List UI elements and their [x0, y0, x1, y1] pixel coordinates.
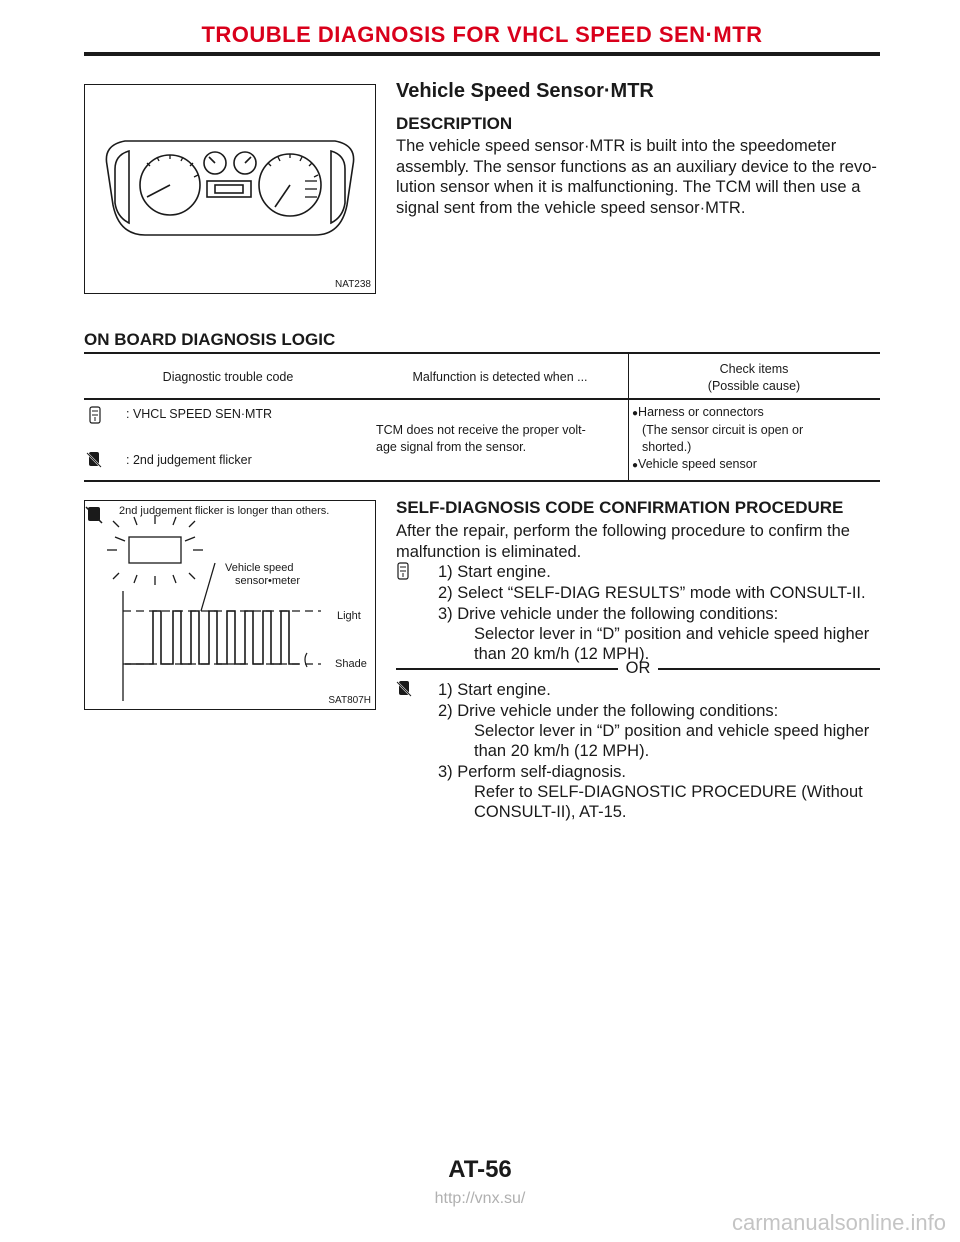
check-item-harness: ●Harness or connectors: [632, 405, 764, 419]
consult-icon: [396, 562, 410, 580]
malfunction-line: age signal from the sensor.: [376, 440, 527, 454]
step-b1: 1) Start engine.: [438, 681, 551, 699]
col-header-cause: (Possible cause): [707, 379, 801, 393]
procedure-heading: SELF-DIAGNOSIS CODE CONFIRMATION PROCEDURE: [396, 498, 844, 517]
obd-heading: ON BOARD DIAGNOSIS LOGIC: [84, 330, 336, 349]
page-number: AT-56: [448, 1156, 512, 1183]
header-rule: [84, 52, 880, 56]
figure-code-sat807h: SAT807H: [328, 695, 371, 706]
label-light: Light: [337, 610, 361, 622]
col-header-check: Check items: [719, 362, 789, 376]
step-b3-detail: Refer to SELF-DIAGNOSTIC PROCEDURE (Without: [474, 783, 863, 801]
step-b2: 2) Drive vehicle under the following conditions:: [438, 702, 779, 720]
malfunction-text: [376, 422, 624, 456]
figure-code-nat238: NAT238: [335, 279, 371, 290]
intro-line: After the repair, perform the following procedure to confirm the: [396, 522, 850, 540]
or-divider-right: [658, 668, 880, 670]
malfunction-line: TCM does not receive the proper volt-: [376, 423, 586, 437]
description-line: The vehicle speed sensor·MTR is built into the speedometer: [396, 137, 837, 155]
intro-line: malfunction is eliminated.: [396, 542, 582, 561]
dtc-consult: : VHCL SPEED SEN·MTR: [126, 407, 273, 421]
check-items: [632, 404, 878, 474]
footer-link[interactable]: http://vnx.su/: [434, 1190, 526, 1207]
col-header-code: Diagnostic trouble code: [162, 370, 294, 384]
check-item-note: (The sensor circuit is open or: [642, 423, 804, 437]
table-top-rule: [84, 352, 880, 354]
procedure-intro: [396, 521, 880, 562]
or-label: OR: [625, 659, 651, 677]
step-a2: 2) Select “SELF-DIAG RESULTS” mode with CONSULT-II.: [438, 584, 866, 602]
dtc-flicker: : 2nd judgement flicker: [126, 453, 252, 467]
bullet: ●: [632, 460, 639, 471]
step-a3-detail: Selector lever in “D” position and vehicle speed higher: [474, 625, 870, 643]
flicker-caption: 2nd judgement flicker is longer than others.: [119, 505, 330, 517]
label-sensor-meter: sensor•meter: [235, 575, 300, 587]
no-tools-icon: [396, 679, 412, 697]
col-header-malfunction: Malfunction is detected when ...: [412, 370, 588, 384]
description-heading: DESCRIPTION: [396, 114, 513, 133]
description-text: [396, 136, 880, 218]
label-shade: Shade: [335, 658, 367, 670]
table-header-rule: [84, 398, 880, 400]
watermark: carmanualsonline.info: [731, 1210, 946, 1235]
flicker-diagram: [85, 501, 375, 709]
section-title: Vehicle Speed Sensor·MTR: [396, 80, 654, 102]
table-col-divider: [628, 352, 629, 480]
bullet: ●: [632, 408, 639, 419]
speedometer-illustration: [85, 85, 375, 293]
description-line: lution sensor when it is malfunctioning. The TCM will then use a: [396, 178, 861, 196]
page-header-title: TROUBLE DIAGNOSIS FOR VHCL SPEED SEN·MTR: [201, 22, 763, 47]
label-vehicle-speed: Vehicle speed: [225, 562, 294, 574]
or-divider-left: [396, 668, 618, 670]
step-b3-detail: CONSULT-II), AT-15.: [474, 803, 627, 821]
no-tools-icon: [86, 450, 102, 468]
step-b3: 3) Perform self-diagnosis.: [438, 763, 626, 781]
description-line: assembly. The sensor functions as an auxiliary device to the revo-: [396, 157, 877, 176]
step-a1: 1) Start engine.: [438, 563, 551, 581]
check-item-sensor: ●Vehicle speed sensor: [632, 457, 757, 471]
step-b2-detail: Selector lever in “D” position and vehicle speed higher: [474, 722, 870, 740]
description-line: signal sent from the vehicle speed sensor·MTR.: [396, 198, 746, 217]
check-item-note: shorted.): [642, 440, 692, 454]
step-a3: 3) Drive vehicle under the following conditions:: [438, 605, 779, 623]
figure-flicker: [84, 500, 376, 710]
table-bottom-rule: [84, 480, 880, 482]
consult-icon: [88, 406, 102, 424]
step-a3-detail: than 20 km/h (12 MPH).: [474, 645, 650, 663]
figure-speedometer: [84, 84, 376, 294]
step-b2-detail: than 20 km/h (12 MPH).: [474, 742, 650, 760]
